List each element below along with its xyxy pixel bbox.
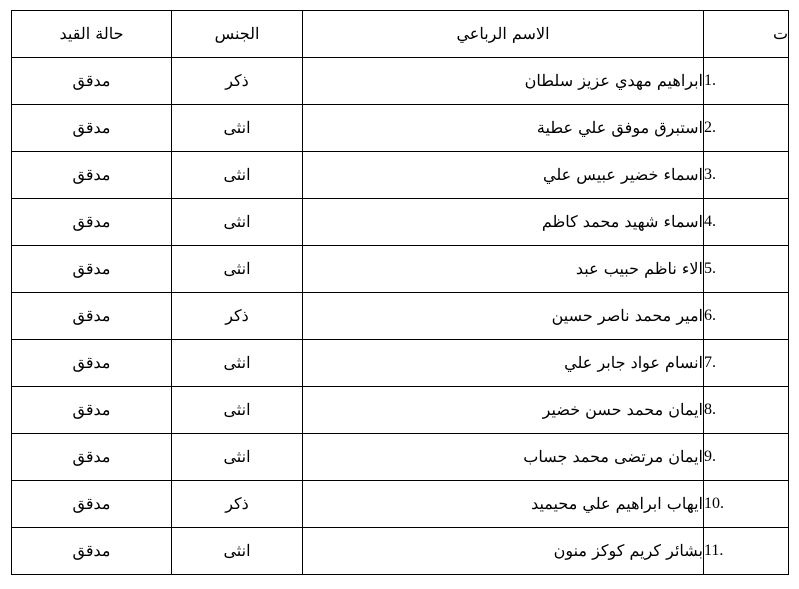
row-number-cell — [704, 152, 789, 199]
row-gender: ذكر — [172, 293, 303, 340]
row-number-dot: . — [712, 354, 716, 371]
row-registration-status: مدقق — [12, 481, 172, 528]
row-number-dot: . — [712, 213, 716, 230]
row-number-dot: . — [712, 72, 716, 89]
row-gender: انثى — [172, 434, 303, 481]
row-number-dot: . — [720, 495, 724, 512]
row-gender: انثى — [172, 152, 303, 199]
row-number: 5 — [704, 260, 712, 277]
row-registration-status: مدقق — [12, 387, 172, 434]
row-full-name: استبرق موفق علي عطية — [303, 105, 704, 152]
row-number-dot: . — [712, 260, 716, 277]
row-full-name: ايهاب ابراهيم علي محيميد — [303, 481, 704, 528]
row-gender: انثى — [172, 340, 303, 387]
table-header-row — [12, 11, 789, 58]
row-number: 8 — [704, 401, 712, 418]
table-row — [12, 293, 789, 340]
row-number: 9 — [704, 448, 712, 465]
row-number: 1 — [704, 72, 712, 89]
row-gender: انثى — [172, 199, 303, 246]
row-number-cell — [704, 246, 789, 293]
row-registration-status: مدقق — [12, 340, 172, 387]
row-full-name: انسام عواد جابر علي — [303, 340, 704, 387]
row-registration-status: مدقق — [12, 199, 172, 246]
row-registration-status: مدقق — [12, 58, 172, 105]
row-registration-status: مدقق — [12, 434, 172, 481]
row-number-dot: . — [712, 401, 716, 418]
row-number: 4 — [704, 213, 712, 230]
row-full-name: ابراهيم مهدي عزيز سلطان — [303, 58, 704, 105]
table-row — [12, 434, 789, 481]
row-registration-status: مدقق — [12, 105, 172, 152]
row-number-cell — [704, 528, 789, 575]
row-full-name: اسماء شهيد محمد كاظم — [303, 199, 704, 246]
header-registration-status: حالة القيد — [12, 11, 172, 58]
row-full-name: اسماء خضير عبيس علي — [303, 152, 704, 199]
row-gender: ذكر — [172, 481, 303, 528]
row-registration-status: مدقق — [12, 246, 172, 293]
row-full-name: ايمان مرتضى محمد جساب — [303, 434, 704, 481]
row-gender: انثى — [172, 387, 303, 434]
table-row — [12, 152, 789, 199]
row-full-name: الاء ناظم حبيب عبد — [303, 246, 704, 293]
table-body — [12, 58, 789, 575]
row-number-dot: . — [719, 542, 724, 559]
table-row — [12, 58, 789, 105]
table-row — [12, 340, 789, 387]
header-number: ت — [704, 11, 789, 58]
row-number: 7 — [704, 354, 712, 371]
row-number: 11 — [704, 542, 720, 559]
row-registration-status: مدقق — [12, 528, 172, 575]
row-gender: انثى — [172, 528, 303, 575]
row-number-dot: . — [712, 119, 716, 136]
table-row — [12, 387, 789, 434]
row-gender: انثى — [172, 105, 303, 152]
table-row — [12, 105, 789, 152]
row-number: 3 — [704, 166, 712, 183]
row-number: 6 — [704, 307, 712, 324]
row-full-name: بشائر كريم كوكز منون — [303, 528, 704, 575]
row-gender: انثى — [172, 246, 303, 293]
row-number-cell — [704, 387, 789, 434]
row-registration-status: مدقق — [12, 152, 172, 199]
row-full-name: امير محمد ناصر حسين — [303, 293, 704, 340]
row-number-cell — [704, 199, 789, 246]
row-number-cell — [704, 434, 789, 481]
table-row — [12, 528, 789, 575]
table-row — [12, 481, 789, 528]
header-full-name: الاسم الرباعي — [303, 11, 704, 58]
row-number-cell — [704, 340, 789, 387]
student-roster-table — [11, 10, 789, 575]
row-number-cell — [704, 58, 789, 105]
row-number: 2 — [704, 119, 712, 136]
row-number-dot: . — [712, 448, 716, 465]
row-number-dot: . — [712, 307, 716, 324]
row-number-dot: . — [712, 166, 716, 183]
row-gender: ذكر — [172, 58, 303, 105]
row-number-cell — [704, 105, 789, 152]
row-registration-status: مدقق — [12, 293, 172, 340]
row-full-name: ايمان محمد حسن خضير — [303, 387, 704, 434]
row-number: 10 — [704, 495, 720, 512]
row-number-cell — [704, 293, 789, 340]
table-row — [12, 199, 789, 246]
header-gender: الجنس — [172, 11, 303, 58]
row-number-cell — [704, 481, 789, 528]
table-row — [12, 246, 789, 293]
